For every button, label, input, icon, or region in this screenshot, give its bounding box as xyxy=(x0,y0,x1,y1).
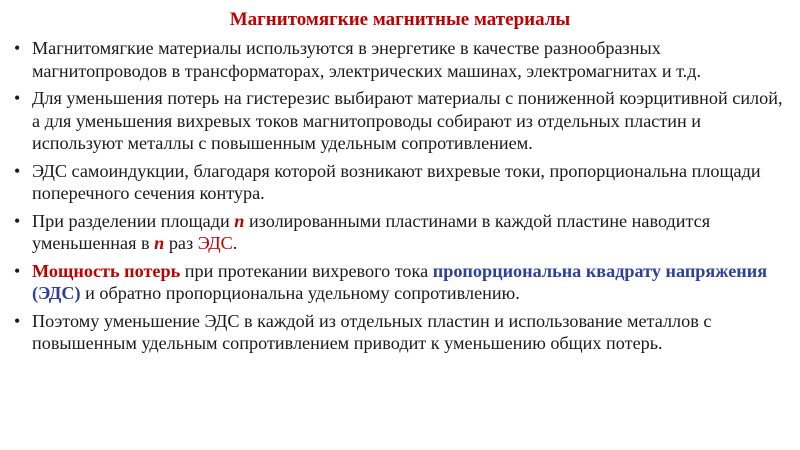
bullet-text-1: Магнитомягкие материалы используются в энергетике в качестве разнообразных магнитопроводов в трансформаторах, электрических машинах, электромагнитах и т.д. xyxy=(32,38,702,81)
bullet-dot-icon: • xyxy=(14,210,21,231)
emf-highlight: ЭДС xyxy=(197,233,233,253)
bullet-item-6 xyxy=(14,310,784,355)
proportional-highlight: пропорциональна квадрату напряжения (ЭДС) xyxy=(32,260,768,303)
variable-n-1: n xyxy=(234,210,245,231)
bullet-dot-icon: • xyxy=(14,310,21,331)
bullet-dot-icon: • xyxy=(14,38,21,58)
bullet-item-5 xyxy=(14,260,784,305)
bullet-item-3 xyxy=(14,160,784,205)
bullet-item-1 xyxy=(14,37,784,82)
bullet-text-4-part-1: При разделении площади xyxy=(32,210,235,231)
bullet-text-3: ЭДС самоиндукции, благодаря которой возникают вихревые токи, пропорциональна площади поперечного сечения контура. xyxy=(32,160,761,203)
bullet-text-6: Поэтому уменьшение ЭДС в каждой из отдельных пластин и использование металлов с повышенным удельным сопротивлением приводит к уменьшению общих потерь. xyxy=(32,310,712,353)
loss-power-highlight: Мощность потерь xyxy=(32,260,181,281)
bullet-text-4-part-4: . xyxy=(232,233,238,253)
bullet-list xyxy=(14,37,784,360)
bullet-dot-icon: • xyxy=(14,260,21,281)
bullet-item-4 xyxy=(14,210,784,255)
bullet-text-2: Для уменьшения потерь на гистерезис выбирают материалы с пониженной коэрцитивной силой, а для уменьшения вихревых токов магнитопроводы собирают из отдельных пластин и используют металлы с повышенным удельным сопротивлением. xyxy=(32,88,783,153)
bullet-text-4-part-3: раз xyxy=(164,233,198,253)
bullet-text-4-part-2: изолированными пластинами в каждой пластине наводится уменьшенная в xyxy=(32,210,711,253)
variable-n-2: n xyxy=(154,233,165,253)
slide-title: Магнитомягкие магнитные материалы xyxy=(229,9,571,30)
bullet-dot-icon: • xyxy=(14,88,21,108)
bullet-dot-icon: • xyxy=(14,160,21,181)
bullet-text-5-part-2: и обратно пропорциональна удельному сопротивлению. xyxy=(80,283,520,303)
bullet-text-5-part-1: при протекании вихревого тока xyxy=(180,260,433,281)
bullet-item-2 xyxy=(14,87,784,155)
